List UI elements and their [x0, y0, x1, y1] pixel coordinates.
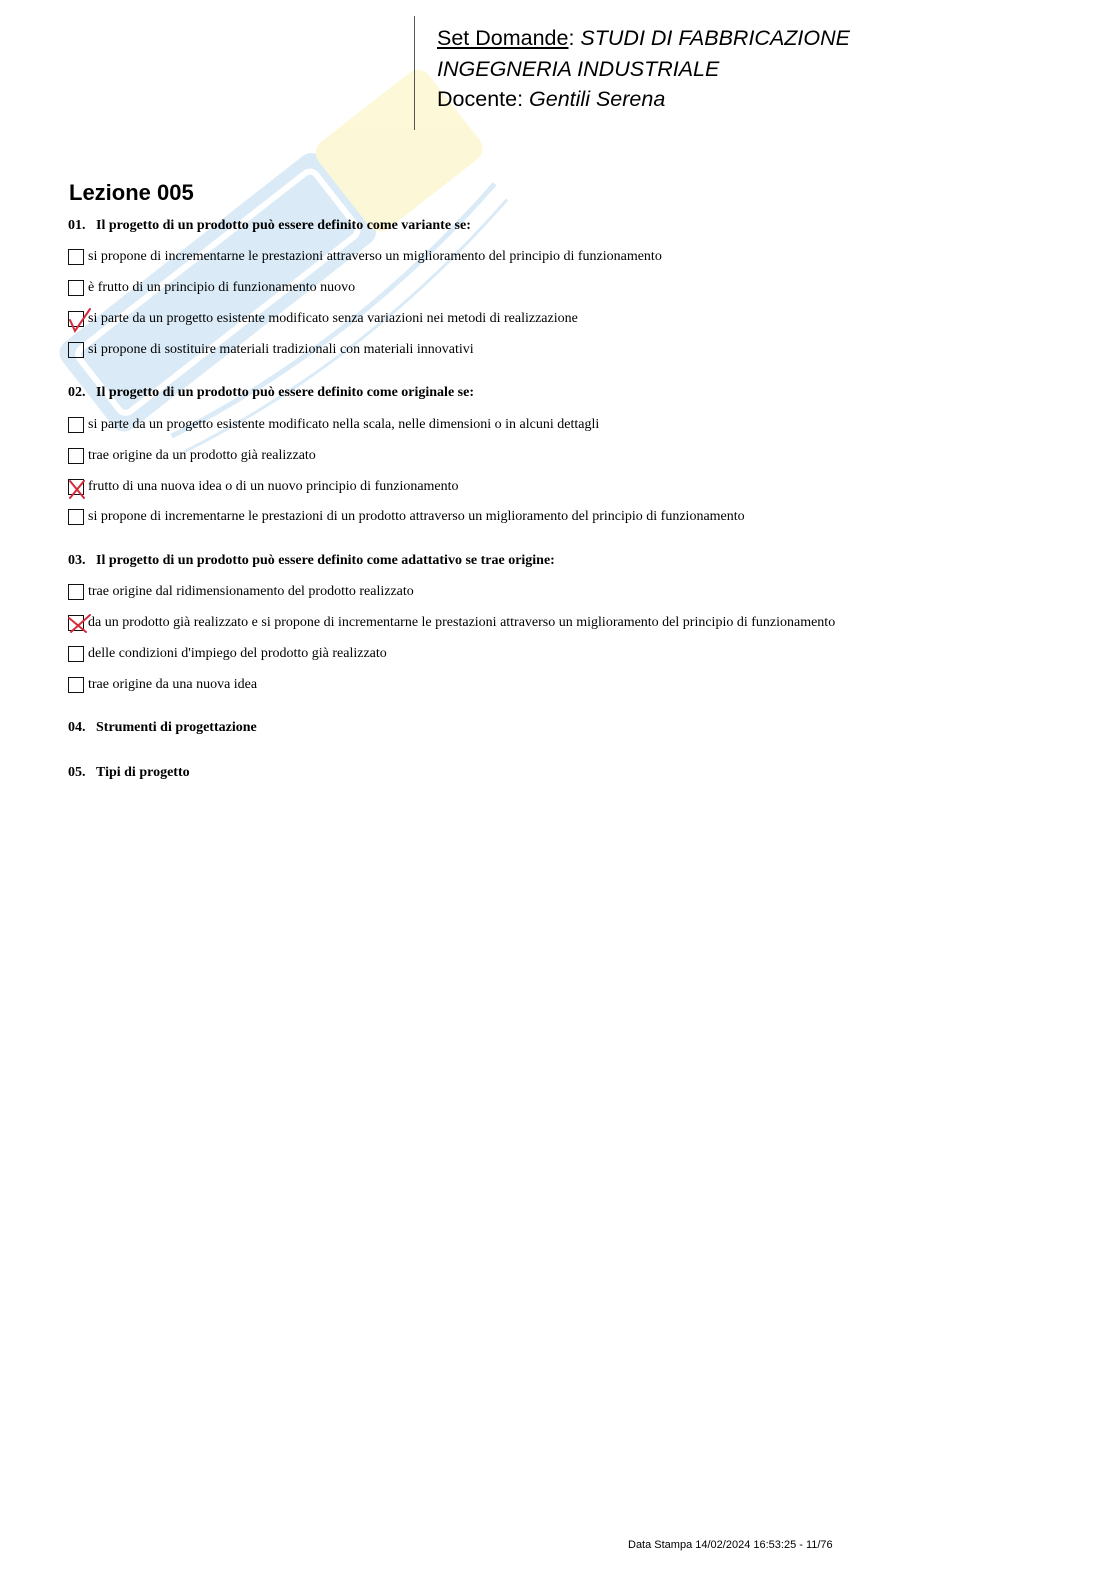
answer-checkbox[interactable]: [68, 249, 84, 265]
question-heading: [68, 218, 471, 234]
header-teacher-line: [437, 84, 850, 115]
question-text: Tipi di progetto: [96, 765, 190, 780]
answer-text: si propone di sostituire materiali tradizionali con materiali innovativi: [88, 342, 474, 357]
question-number: 01.: [68, 218, 86, 233]
answer-text: si parte da un progetto esistente modificato nella scala, nelle dimensioni o in alcuni dettagli: [88, 417, 600, 432]
answer-option: [68, 248, 662, 266]
answer-option: [68, 583, 414, 601]
answer-checkbox[interactable]: [68, 342, 84, 358]
answer-text: si propone di incrementarne le prestazioni attraverso un miglioramento del principio di funzionamento: [88, 249, 662, 264]
answer-text: è frutto di un principio di funzionamento nuovo: [88, 280, 356, 295]
answer-text: delle condizioni d'impiego del prodotto già realizzato: [88, 646, 387, 661]
question-text: Il progetto di un prodotto può essere definito come adattativo se trae origine:: [96, 553, 555, 568]
answer-checkbox[interactable]: [68, 509, 84, 525]
question-heading: [68, 765, 190, 781]
answer-checkbox[interactable]: [68, 646, 84, 662]
question-heading: [68, 385, 474, 401]
print-footer: Data Stampa 14/02/2024 16:53:25 - 11/76: [628, 1539, 833, 1551]
question-heading: [68, 553, 555, 569]
lesson-title: Lezione 005: [69, 180, 194, 205]
set-value: STUDI DI FABBRICAZIONE: [580, 26, 850, 50]
answer-option: [68, 614, 835, 632]
answer-text: da un prodotto già realizzato e si propone di incrementarne le prestazioni attraverso un miglioramento del principio di funzionamento: [88, 615, 836, 630]
answer-text: trae origine da un prodotto già realizzato: [88, 448, 316, 463]
teacher-label: Docente:: [437, 87, 524, 111]
header-divider: [414, 16, 415, 130]
question-number: 04.: [68, 720, 86, 735]
answer-option: [68, 279, 355, 297]
teacher-name: Gentili Serena: [529, 87, 666, 111]
course-name: INGEGNERIA INDUSTRIALE: [437, 56, 720, 81]
answer-option: [68, 508, 745, 526]
question-text: Strumenti di progettazione: [96, 720, 257, 735]
answer-text: si parte da un progetto esistente modificato senza variazioni nei metodi di realizzazione: [88, 311, 578, 326]
answer-checkbox-marked[interactable]: [68, 311, 84, 327]
answer-checkbox[interactable]: [68, 417, 84, 433]
answer-checkbox[interactable]: [68, 448, 84, 464]
question-text: Il progetto di un prodotto può essere definito come variante se:: [96, 218, 471, 233]
answer-text: trae origine dal ridimensionamento del prodotto realizzato: [88, 584, 414, 599]
question-number: 03.: [68, 553, 86, 568]
answer-checkbox[interactable]: [68, 584, 84, 600]
answer-checkbox[interactable]: [68, 280, 84, 296]
header-set-line: [437, 23, 850, 54]
answer-option: [68, 645, 387, 663]
answer-option: [68, 341, 474, 359]
set-colon: :: [568, 26, 581, 50]
check-mark-icon: [70, 309, 90, 331]
answer-text: si propone di incrementarne le prestazioni di un prodotto attraverso un miglioramento del principio di funzionamento: [88, 509, 745, 524]
answer-checkbox-marked[interactable]: [68, 615, 84, 631]
check-mark-icon: [71, 615, 90, 632]
answer-checkbox-marked[interactable]: [68, 479, 84, 495]
question-heading: [68, 720, 257, 736]
question-text: Il progetto di un prodotto può essere definito come originale se:: [96, 385, 474, 400]
answer-option: [68, 416, 599, 434]
document-header: [437, 23, 850, 115]
question-number: 05.: [68, 765, 86, 780]
answer-checkbox[interactable]: [68, 677, 84, 693]
answer-option: [68, 676, 257, 694]
question-number: 02.: [68, 385, 86, 400]
set-label: Set Domande: [437, 26, 569, 50]
answer-option: [68, 310, 578, 328]
answer-text: trae origine da una nuova idea: [88, 677, 258, 692]
answer-text: frutto di una nuova idea o di un nuovo principio di funzionamento: [88, 479, 459, 494]
answer-option: [68, 478, 459, 496]
answer-option: [68, 447, 316, 465]
